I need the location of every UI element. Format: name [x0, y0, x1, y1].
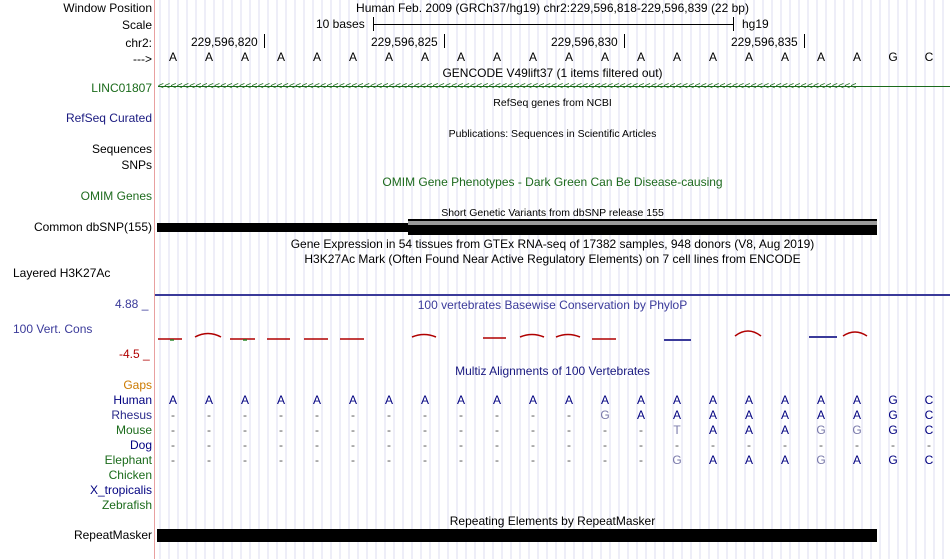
alignment-base: - — [531, 453, 535, 467]
alignment-base: - — [639, 438, 643, 452]
multiz-track-title[interactable]: Multiz Alignments of 100 Vertebrates — [455, 364, 650, 378]
alignment-base: A — [240, 393, 249, 407]
alignment-base: A — [816, 393, 825, 407]
alignment-base: A — [744, 453, 753, 467]
sequence-base: A — [204, 50, 213, 64]
window-position-text: Human Feb. 2009 (GRCh37/hg19) chr2:229,596,818-229,596,839 (22 bp) — [356, 1, 749, 15]
alignment-base: A — [528, 393, 537, 407]
alignment-base: A — [420, 393, 429, 407]
alignment-base: A — [456, 393, 465, 407]
phylop-track-label[interactable]: 100 Vert. Cons — [13, 322, 93, 336]
alignment-base: - — [279, 408, 283, 422]
sequence-base: A — [348, 50, 357, 64]
alignment-base: G — [888, 423, 898, 437]
phylop-wiggle[interactable] — [155, 326, 950, 346]
dbsnp-variant-highlight — [408, 221, 877, 225]
alignment-base: G — [816, 453, 826, 467]
alignment-base: - — [567, 453, 571, 467]
repeatmasker-track-title[interactable]: Repeating Elements by RepeatMasker — [449, 514, 656, 528]
phylop-mark-2 — [195, 334, 221, 338]
alignment-base: - — [495, 453, 499, 467]
sequence-base: C — [924, 50, 934, 64]
alignment-base: - — [423, 408, 427, 422]
repeatmasker-track-label[interactable]: RepeatMasker — [73, 528, 152, 542]
alignment-base: A — [852, 408, 861, 422]
alignment-base: A — [708, 408, 717, 422]
alignment-base: A — [312, 393, 321, 407]
alignment-base: - — [531, 438, 535, 452]
sequence-base: A — [276, 50, 285, 64]
alignment-base: A — [744, 393, 753, 407]
alignment-base: - — [495, 423, 499, 437]
species-label[interactable]: Rhesus — [111, 408, 152, 422]
sequence-base: A — [564, 50, 573, 64]
sequence-base: A — [816, 50, 825, 64]
alignment-base: C — [924, 408, 934, 422]
position-label-1: 229,596,820 — [191, 35, 258, 49]
alignment-base: - — [567, 408, 571, 422]
alignment-base: - — [855, 438, 859, 452]
alignment-base: T — [673, 423, 681, 437]
alignment-base: A — [384, 393, 393, 407]
sequence-base: A — [384, 50, 393, 64]
phylop-mark-10 — [556, 335, 580, 338]
chrom-label: chr2: — [125, 36, 152, 50]
sequence-base: A — [708, 50, 717, 64]
alignment-base: A — [168, 393, 177, 407]
alignment-base: G — [600, 408, 610, 422]
position-tick-2 — [444, 34, 445, 48]
alignment-base: - — [603, 423, 607, 437]
alignment-base: - — [315, 453, 319, 467]
alignment-base: - — [387, 453, 391, 467]
sequence-base: A — [744, 50, 753, 64]
alignment-base: G — [672, 453, 682, 467]
species-label[interactable]: X_tropicalis — [89, 483, 152, 497]
alignment-base: - — [531, 423, 535, 437]
alignment-base: A — [708, 393, 717, 407]
position-tick-1 — [264, 34, 265, 48]
omim-track-label[interactable]: OMIM Genes — [80, 189, 152, 203]
sequence-base: A — [492, 50, 501, 64]
alignment-base: - — [423, 423, 427, 437]
gaps-track-label[interactable]: Gaps — [123, 378, 152, 392]
alignment-base: - — [531, 408, 535, 422]
species-label[interactable]: Mouse — [115, 423, 152, 437]
alignment-base: - — [315, 423, 319, 437]
alignment-base: A — [780, 423, 789, 437]
sequence-base: A — [780, 50, 789, 64]
alignment-base: - — [171, 423, 175, 437]
sequence-base: A — [456, 50, 465, 64]
alignment-base: A — [744, 423, 753, 437]
phylop-min-label: -4.5 _ — [119, 347, 150, 361]
alignment-base: - — [567, 423, 571, 437]
alignment-base: - — [207, 438, 211, 452]
alignment-base: A — [276, 393, 285, 407]
strand-label: ---> — [133, 52, 152, 66]
alignment-base: - — [207, 423, 211, 437]
alignment-base: - — [423, 453, 427, 467]
dbsnp-track-label[interactable]: Common dbSNP(155) — [33, 220, 152, 234]
scale-bar — [373, 24, 733, 25]
alignment-base: - — [243, 423, 247, 437]
sequences-track-label[interactable]: Sequences — [91, 142, 152, 156]
alignment-base: A — [708, 423, 717, 437]
alignment-base: - — [171, 408, 175, 422]
alignment-base: A — [564, 393, 573, 407]
sequence-base: A — [168, 50, 177, 64]
alignment-base: - — [351, 408, 355, 422]
alignment-base: - — [315, 408, 319, 422]
species-label[interactable]: Dog — [129, 438, 152, 452]
alignment-base: - — [207, 408, 211, 422]
alignment-base: - — [243, 438, 247, 452]
alignment-base: G — [888, 453, 898, 467]
sequence-base: A — [600, 50, 609, 64]
h3k27ac-track-title[interactable]: H3K27Ac Mark (Often Found Near Active Regulatory Elements) on 7 cell lines from ENCODE — [304, 252, 801, 266]
alignment-base: - — [891, 438, 895, 452]
alignment-base: G — [888, 408, 898, 422]
alignment-base: - — [279, 453, 283, 467]
alignment-base: - — [459, 423, 463, 437]
alignment-base: G — [888, 393, 898, 407]
alignment-base: - — [459, 438, 463, 452]
sequence-base: A — [672, 50, 681, 64]
phylop-mark-7 — [412, 335, 436, 338]
h3k27ac-track-label[interactable]: Layered H3K27Ac — [13, 266, 111, 280]
alignment-base: - — [567, 438, 571, 452]
sequence-base: A — [636, 50, 645, 64]
alignment-base: - — [675, 438, 679, 452]
species-label[interactable]: Human — [113, 393, 152, 407]
label-column-separator — [154, 0, 155, 559]
alignment-base: A — [780, 393, 789, 407]
alignment-base: A — [672, 393, 681, 407]
alignment-base: - — [495, 408, 499, 422]
alignment-base: - — [783, 438, 787, 452]
sequence-base: A — [240, 50, 249, 64]
alignment-base: - — [243, 453, 247, 467]
gencode-gene-label[interactable]: LINC01807 — [91, 81, 152, 95]
alignment-base: A — [744, 408, 753, 422]
species-label[interactable]: Chicken — [108, 468, 152, 482]
alignment-base: - — [279, 438, 283, 452]
phylop-mark-13 — [843, 332, 867, 336]
sequence-base: A — [852, 50, 861, 64]
alignment-base: A — [852, 393, 861, 407]
species-label[interactable]: Elephant — [104, 453, 152, 467]
alignment-base: - — [603, 453, 607, 467]
snps-track-label[interactable]: SNPs — [121, 158, 152, 172]
dbsnp-track-title[interactable]: Short Genetic Variants from dbSNP release 155 — [441, 207, 664, 219]
alignment-base: - — [639, 453, 643, 467]
alignment-base: - — [351, 438, 355, 452]
alignment-base: - — [459, 408, 463, 422]
alignment-base: A — [816, 408, 825, 422]
sequence-base: G — [888, 50, 898, 64]
scale-text: 10 bases — [316, 17, 365, 31]
sequence-base: A — [312, 50, 321, 64]
alignment-base: A — [636, 393, 645, 407]
alignment-base: G — [852, 423, 862, 437]
position-label-4: 229,596,835 — [731, 35, 798, 49]
sequence-base: A — [528, 50, 537, 64]
alignment-base: - — [495, 438, 499, 452]
alignment-base: - — [279, 423, 283, 437]
alignment-base: - — [315, 438, 319, 452]
refseq-track-label[interactable]: RefSeq Curated — [65, 111, 152, 125]
alignment-base: A — [708, 453, 717, 467]
alignment-base: - — [243, 408, 247, 422]
alignment-base: - — [171, 438, 175, 452]
alignment-base: A — [636, 408, 645, 422]
alignment-base: A — [492, 393, 501, 407]
alignment-base: - — [747, 438, 751, 452]
scale-bar-right-tick — [733, 17, 734, 31]
publications-track-title[interactable]: Publications: Sequences in Scientific Articles — [448, 128, 657, 140]
alignment-base: - — [927, 438, 931, 452]
position-tick-3 — [624, 34, 625, 48]
alignment-base: - — [351, 453, 355, 467]
alignment-base: - — [423, 438, 427, 452]
alignment-base: - — [639, 423, 643, 437]
h3k27ac-baseline — [155, 294, 950, 296]
alignment-base: A — [672, 408, 681, 422]
gtex-track-title[interactable]: Gene Expression in 54 tissues from GTEx RNA-seq of 17382 samples, 948 donors (V8, Aug 2019) — [290, 237, 815, 251]
scale-assembly: hg19 — [742, 17, 769, 31]
alignment-base: - — [387, 438, 391, 452]
alignment-base: - — [207, 453, 211, 467]
alignment-base: - — [351, 423, 355, 437]
alignment-base: - — [711, 438, 715, 452]
phylop-mark-12 — [735, 331, 761, 336]
alignment-base: A — [204, 393, 213, 407]
alignment-base: C — [924, 423, 934, 437]
refseq-track-title[interactable]: RefSeq genes from NCBI — [493, 97, 612, 109]
alignment-base: - — [387, 423, 391, 437]
dbsnp-variant-bar[interactable] — [157, 223, 408, 232]
scale-label: Scale — [121, 18, 152, 32]
alignment-base: A — [780, 408, 789, 422]
sequence-base: A — [420, 50, 429, 64]
alignment-base: C — [924, 453, 934, 467]
repeatmasker-element-bar[interactable] — [157, 529, 877, 542]
phylop-max-label: 4.88 _ — [115, 297, 149, 311]
gencode-gene-strand-arrows[interactable]: <<<<<<<<<<<<<<<<<<<<<<<<<<<<<<<<<<<<<<<<<<<<<<<<<<<<<<<<<<<<<<<<<<<<<<<<<<<<<<<<<<<<<<<<<<<<<<<<<<<<<<<<<<<<<<<< — [158, 82, 857, 92]
position-tick-4 — [804, 34, 805, 48]
alignment-base: A — [348, 393, 357, 407]
alignment-base: - — [387, 408, 391, 422]
alignment-base: A — [780, 453, 789, 467]
phylop-track-title[interactable]: 100 vertebrates Basewise Conservation by PhyloP — [417, 298, 688, 312]
species-label[interactable]: Zebrafish — [101, 498, 152, 512]
omim-track-title[interactable]: OMIM Gene Phenotypes - Dark Green Can Be Disease-causing — [382, 175, 723, 189]
alignment-base: G — [816, 423, 826, 437]
alignment-base: C — [924, 393, 934, 407]
alignment-base: - — [603, 438, 607, 452]
alignment-base: - — [819, 438, 823, 452]
alignment-base: A — [600, 393, 609, 407]
gencode-track-title[interactable]: GENCODE V49lift37 (1 items filtered out) — [442, 66, 663, 80]
position-label-3: 229,596,830 — [551, 35, 618, 49]
alignment-base: - — [171, 453, 175, 467]
position-label-2: 229,596,825 — [371, 35, 438, 49]
window-position-label: Window Position — [63, 1, 152, 15]
alignment-base: - — [459, 453, 463, 467]
phylop-mark-9 — [520, 335, 544, 338]
alignment-base: A — [852, 453, 861, 467]
